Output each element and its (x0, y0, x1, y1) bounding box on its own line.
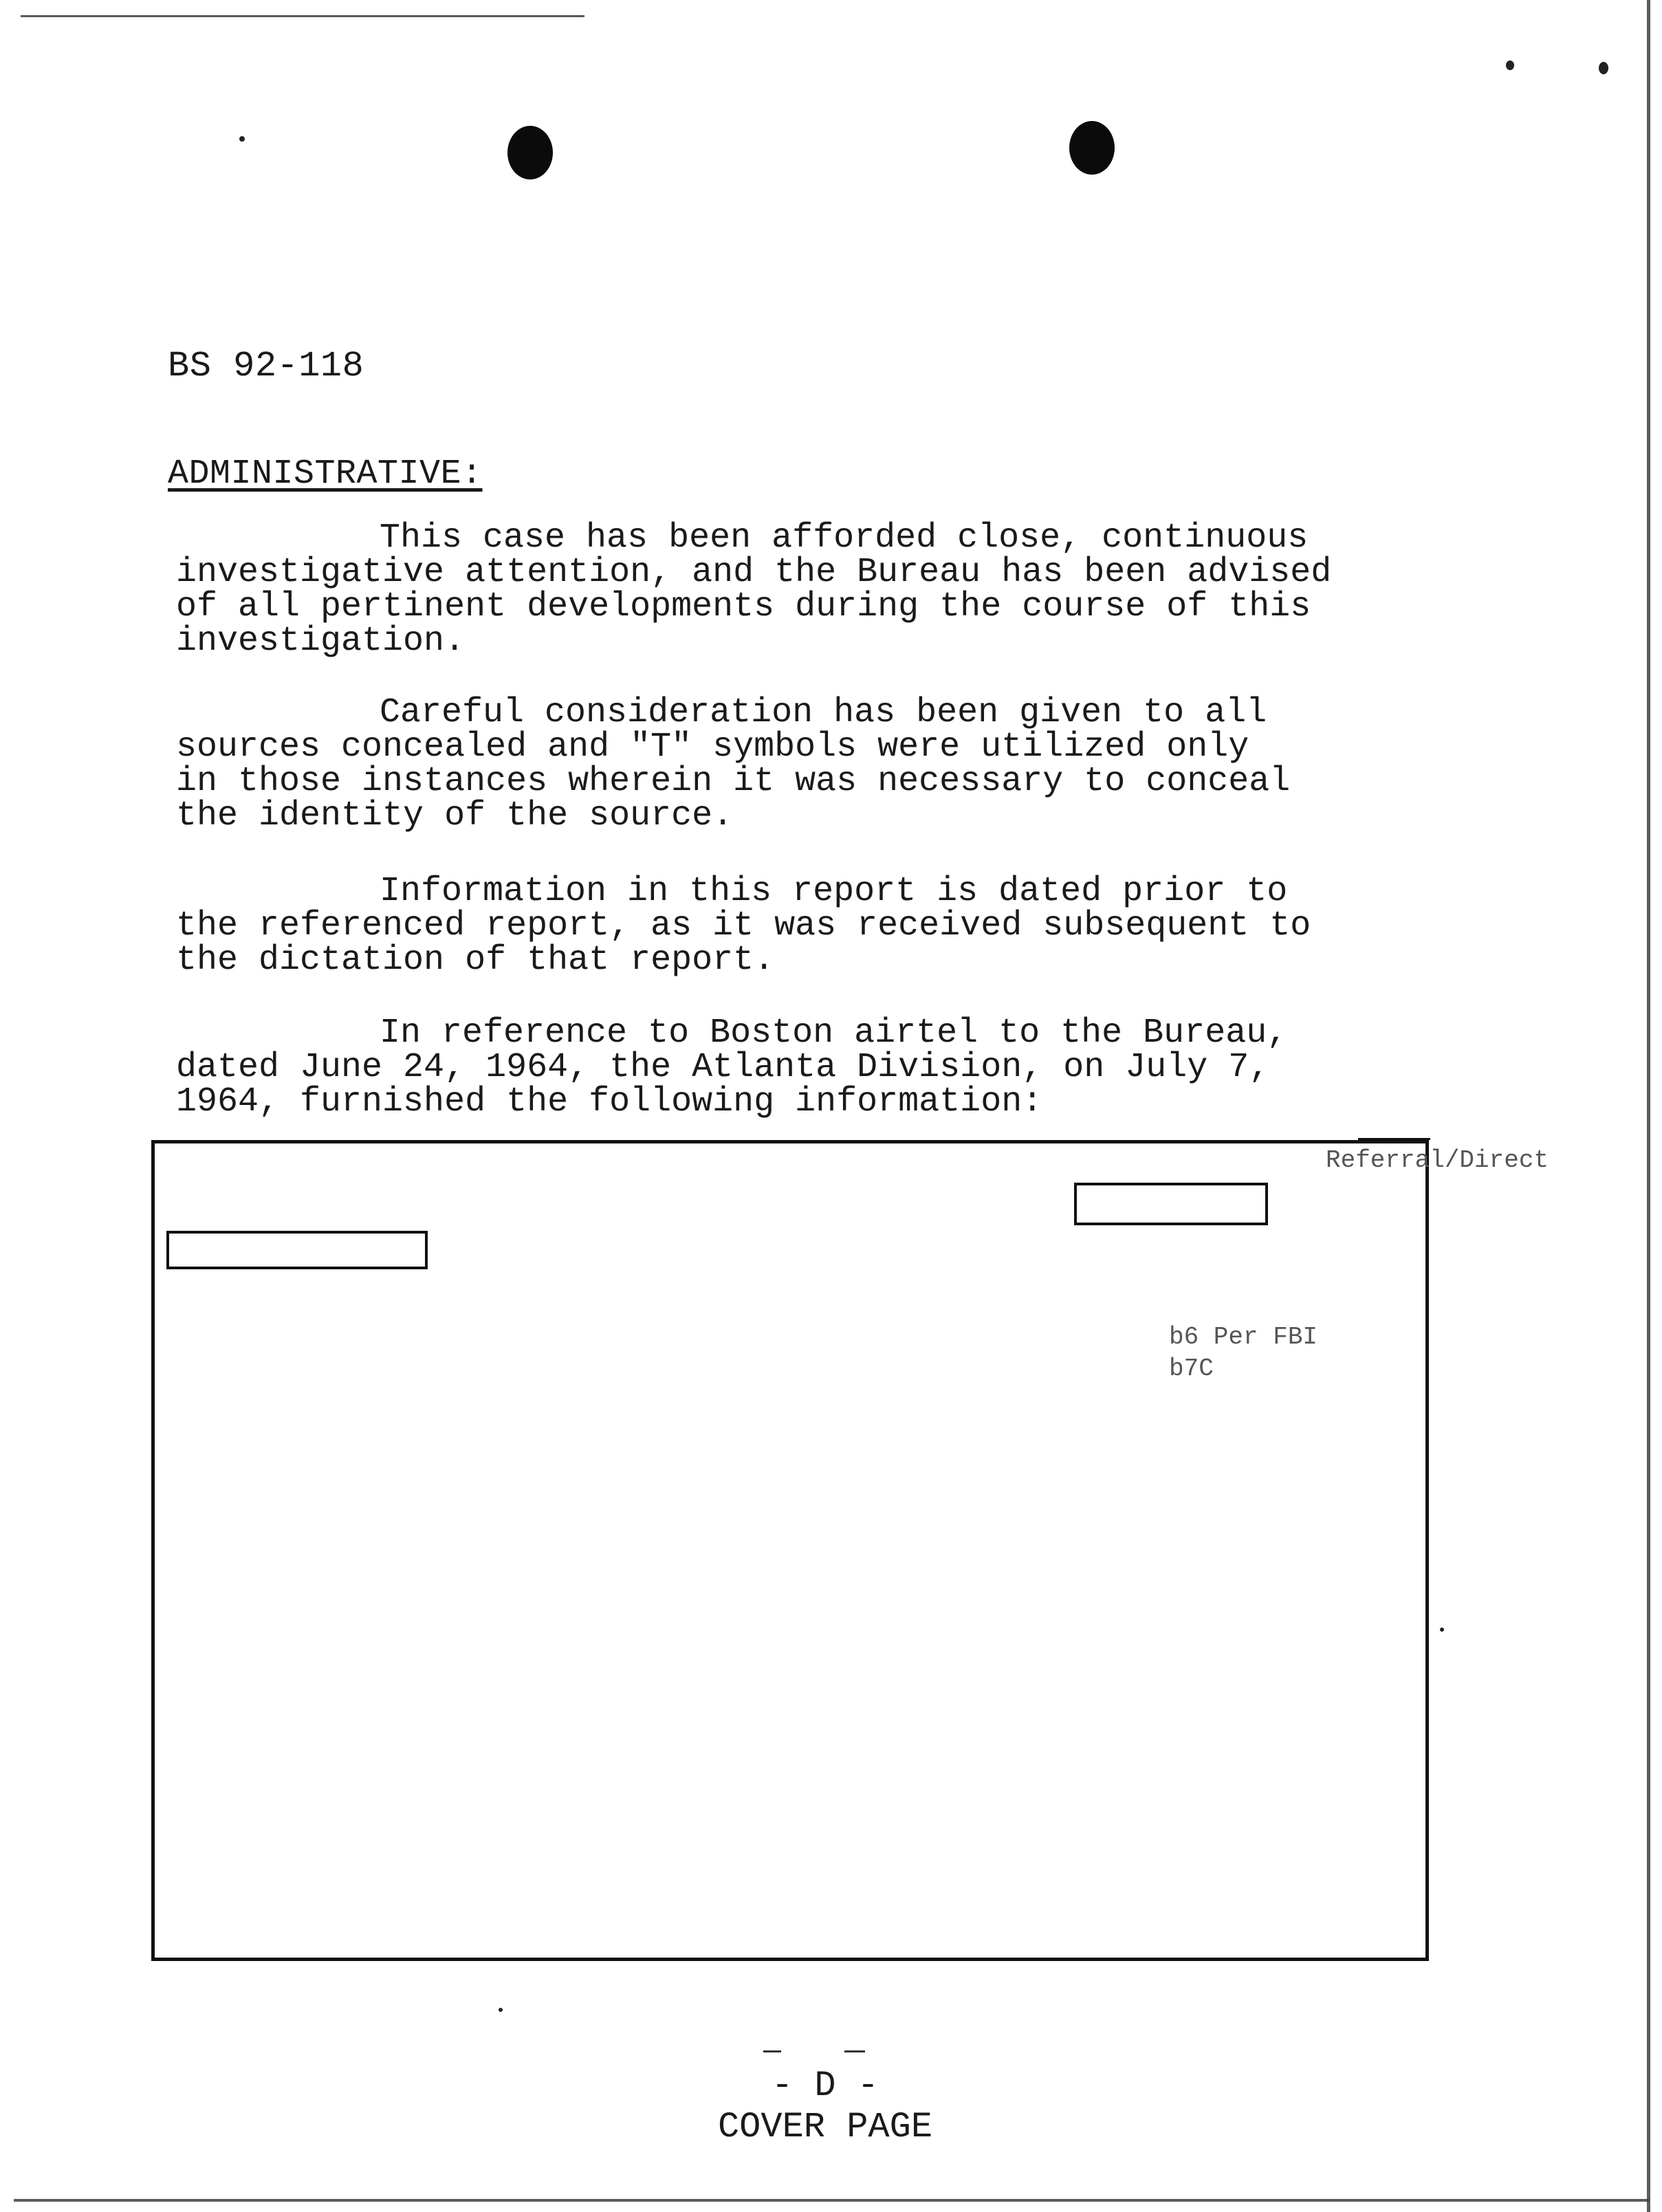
punch-hole-left (507, 126, 553, 179)
paragraph-line: dated June 24, 1964, the Atlanta Division, on July 7, (176, 1048, 1270, 1087)
section-heading: ADMINISTRATIVE: (168, 455, 483, 494)
exemption-code-b7c: b7C (1169, 1355, 1214, 1383)
paragraph-line: Careful consideration has been given to all (380, 693, 1267, 732)
scan-speck (1440, 1628, 1444, 1632)
page-edge-bottom (14, 2199, 1649, 2202)
scan-speck (1506, 61, 1514, 70)
file-number: BS 92-118 (168, 346, 364, 386)
exemption-code-b6: b6 Per FBI (1169, 1323, 1318, 1351)
paragraph-line: the dictation of that report. (176, 941, 775, 980)
paragraph-line: investigation. (176, 622, 466, 661)
punch-hole-right (1069, 121, 1115, 175)
referral-direct-stamp: Referral/Direct (1326, 1146, 1549, 1174)
paragraph-case-attention (176, 518, 1359, 661)
redaction-box-small-left (166, 1231, 428, 1269)
page-edge-right (1647, 0, 1650, 2212)
scan-speck (499, 2008, 503, 2012)
footer-dash-mark (844, 2050, 865, 2052)
paragraph-line: Information in this report is dated prior to (380, 872, 1288, 911)
paragraph-report-dating (176, 872, 1359, 980)
footer-dash-mark (763, 2050, 781, 2052)
paragraph-line: This case has been afforded close, continuous (380, 518, 1309, 558)
paragraph-line: In reference to Boston airtel to the Bureau, (380, 1014, 1288, 1053)
paragraph-line: the referenced report, as it was received subsequent to (176, 906, 1311, 945)
cover-page-label: COVER PAGE (717, 2107, 933, 2147)
paragraph-line: investigative attention, and the Bureau has been advised (176, 553, 1332, 592)
page-label: - D - (771, 2066, 879, 2106)
scan-speck (239, 136, 245, 142)
paragraph-line: of all pertinent developments during the course of this (176, 587, 1311, 626)
redaction-frame-edge (1358, 1138, 1430, 1140)
paragraph-airtel-reference (176, 1016, 1359, 1119)
paragraph-line: the identity of the source. (176, 796, 734, 835)
paragraph-sources-concealed (176, 693, 1359, 835)
paragraph-line: in those instances wherein it was necessary to conceal (176, 762, 1291, 801)
scan-speck (1599, 62, 1608, 74)
page-edge-top (21, 15, 584, 17)
paragraph-line: 1964, furnished the following information: (176, 1082, 1043, 1121)
paragraph-line: sources concealed and "T" symbols were utilized only (176, 727, 1249, 767)
redaction-box-small-right (1074, 1183, 1268, 1225)
